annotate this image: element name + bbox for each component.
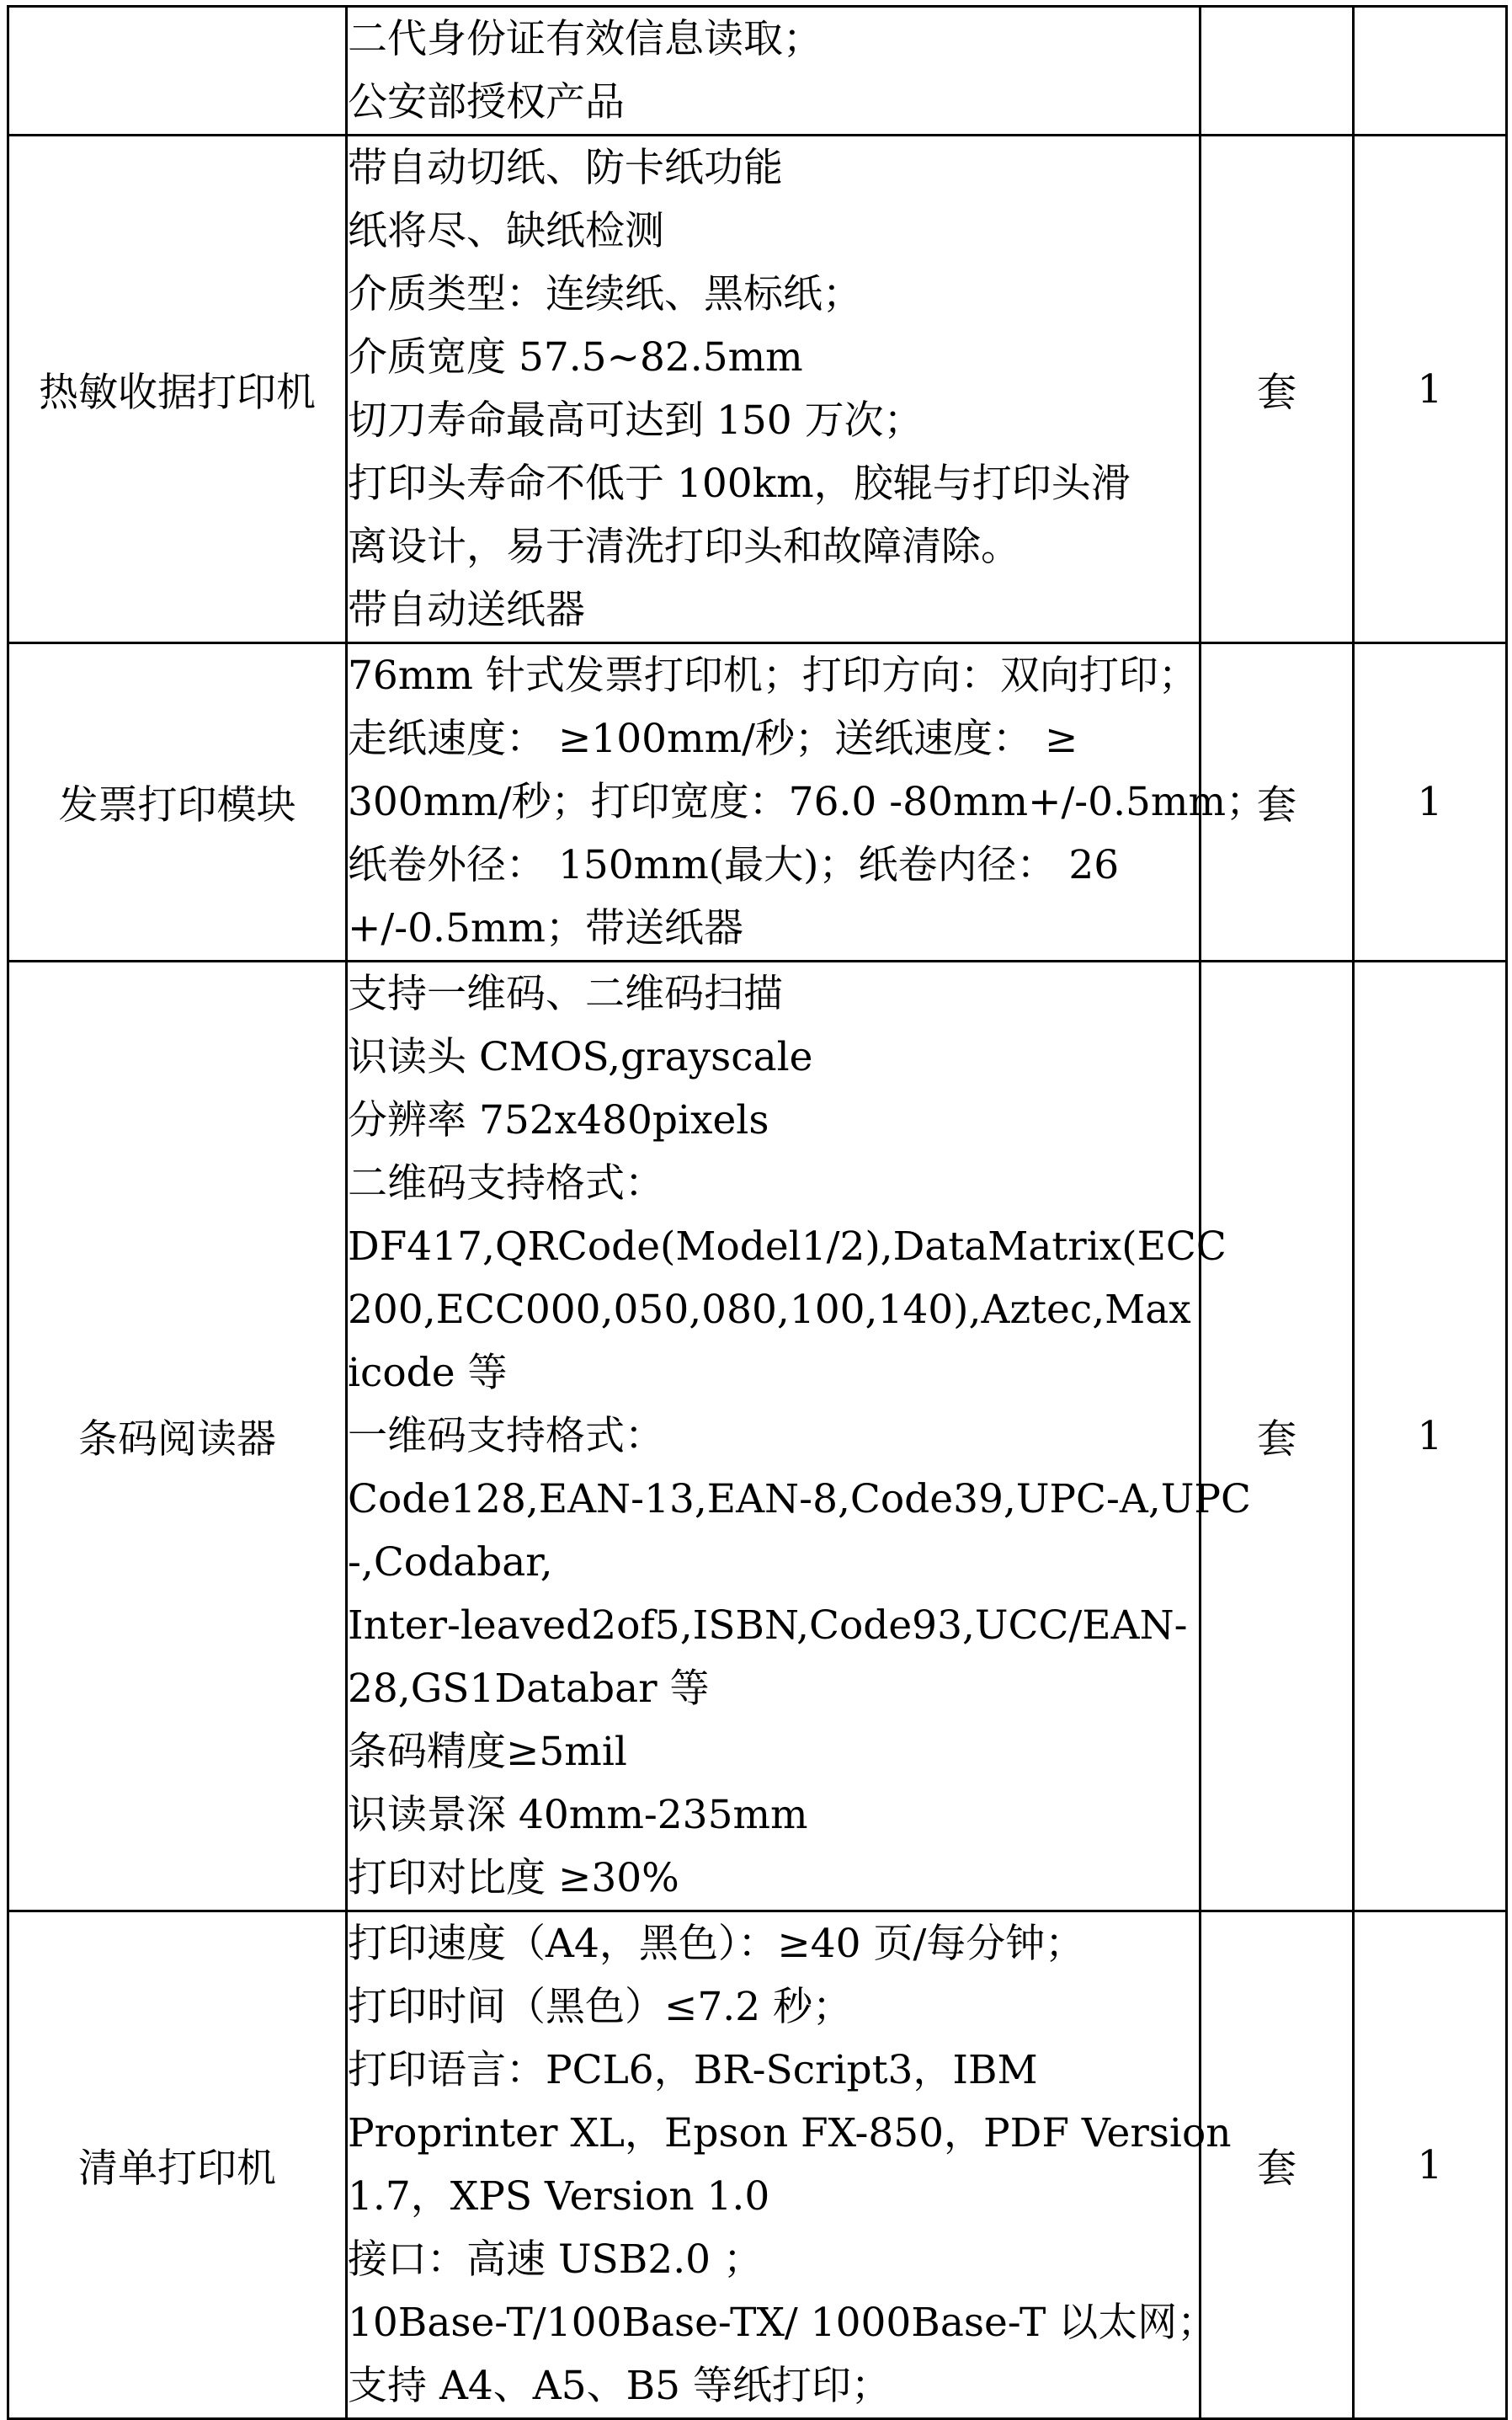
item-name-cell: 条码阅读器 [8,962,347,1911]
spec-line: 识读景深 40mm-235mm [348,1792,808,1838]
spec-line: 1.7，XPS Version 1.0 [348,2173,770,2220]
spec-line: Inter-leaved2of5,ISBN,Code93,UCC/EAN- [348,1602,1188,1649]
spec-line: 识读头 CMOS,grayscale [348,1034,813,1080]
unit-cell [1201,7,1354,136]
spec-line: 纸将尽、缺纸检测 [348,208,664,254]
spec-line: icode 等 [348,1350,508,1396]
qty-cell: 1 [1354,136,1507,643]
spec-line: 一维码支持格式： [348,1413,664,1459]
table-row [8,643,1507,962]
spec-cell [347,643,1266,962]
spec-line: Proprinter XL，Epson FX-850，PDF Version [348,2110,1232,2156]
spec-line: 二代身份证有效信息读取； [348,16,823,62]
qty-cell: 1 [1354,643,1507,962]
spec-line: 带自动送纸器 [348,587,585,633]
spec-line: 切刀寿命最高可达到 150 万次； [348,397,924,444]
spec-line: 支持 A4、A5、B5 等纸打印； [348,2363,892,2409]
spec-line: 打印头寿命不低于 100km，胶辊与打印头滑 [348,461,1131,507]
spec-line: 打印时间（黑色）≤7.2 秒； [348,1984,853,2030]
spec-line: -,Codabar, [348,1539,553,1586]
unit-cell: 套 [1201,1911,1354,2419]
spec-table [7,5,1508,2420]
spec-line: 走纸速度： ≥100mm/秒；送纸速度： ≥ [348,716,1078,762]
table-row [8,962,1507,1911]
spec-cell [347,7,1201,136]
spec-line: 300mm/秒；打印宽度：76.0 -80mm+/-0.5mm； [348,779,1266,825]
spec-line: 纸卷外径： 150mm(最大)；纸卷内径： 26 [348,842,1120,888]
spec-line: 公安部授权产品 [348,79,625,125]
item-name-cell: 热敏收据打印机 [8,136,347,643]
spec-cell [347,962,1251,1911]
spec-line: 分辨率 752x480pixels [348,1097,769,1143]
spec-line: 离设计，易于清洗打印头和故障清除。 [348,524,1020,570]
table-row [8,7,1507,136]
spec-line: 28,GS1Databar 等 [348,1666,710,1712]
spec-line: 10Base-T/100Base-TX/ 1000Base-T 以太网； [348,2300,1217,2346]
spec-line: 支持一维码、二维码扫描 [348,971,783,1017]
spec-line: 介质宽度 57.5~82.5mm [348,334,803,381]
spec-line: Code128,EAN-13,EAN-8,Code39,UPC-A,UPC [348,1476,1251,1522]
qty-cell: 1 [1354,962,1507,1911]
item-name-cell [8,7,347,136]
spec-line: +/-0.5mm；带送纸器 [348,905,743,951]
unit-cell: 套 [1201,136,1354,643]
spec-line: 打印语言：PCL6，BR-Script3，IBM [348,2047,1038,2093]
spec-line: DF417,QRCode(Model1/2),DataMatrix(ECC [348,1223,1227,1270]
spec-cell [347,136,1201,643]
spec-line: 76mm 针式发票打印机；打印方向：双向打印； [348,653,1198,699]
unit-cell: 套 [1201,962,1354,1911]
spec-cell [347,1911,1232,2419]
item-name-cell: 发票打印模块 [8,643,347,962]
spec-line: 200,ECC000,050,080,100,140),Aztec,Max [348,1287,1191,1333]
spec-line: 介质类型：连续纸、黑标纸； [348,271,862,317]
item-name-cell: 清单打印机 [8,1911,347,2419]
spec-line: 二维码支持格式： [348,1160,664,1207]
spec-line: 打印对比度 ≥30% [348,1855,679,1901]
spec-line: 打印速度（A4，黑色）：≥40 页/每分钟； [348,1921,1085,1967]
qty-cell [1354,7,1507,136]
table-row [8,136,1507,643]
qty-cell: 1 [1354,1911,1507,2419]
spec-line: 条码精度≥5mil [348,1729,627,1775]
unit-cell: 套 [1201,643,1354,962]
spec-line: 带自动切纸、防卡纸功能 [348,145,783,191]
spec-line: 接口：高速 USB2.0 ； [348,2236,763,2283]
table-row [8,1911,1507,2419]
